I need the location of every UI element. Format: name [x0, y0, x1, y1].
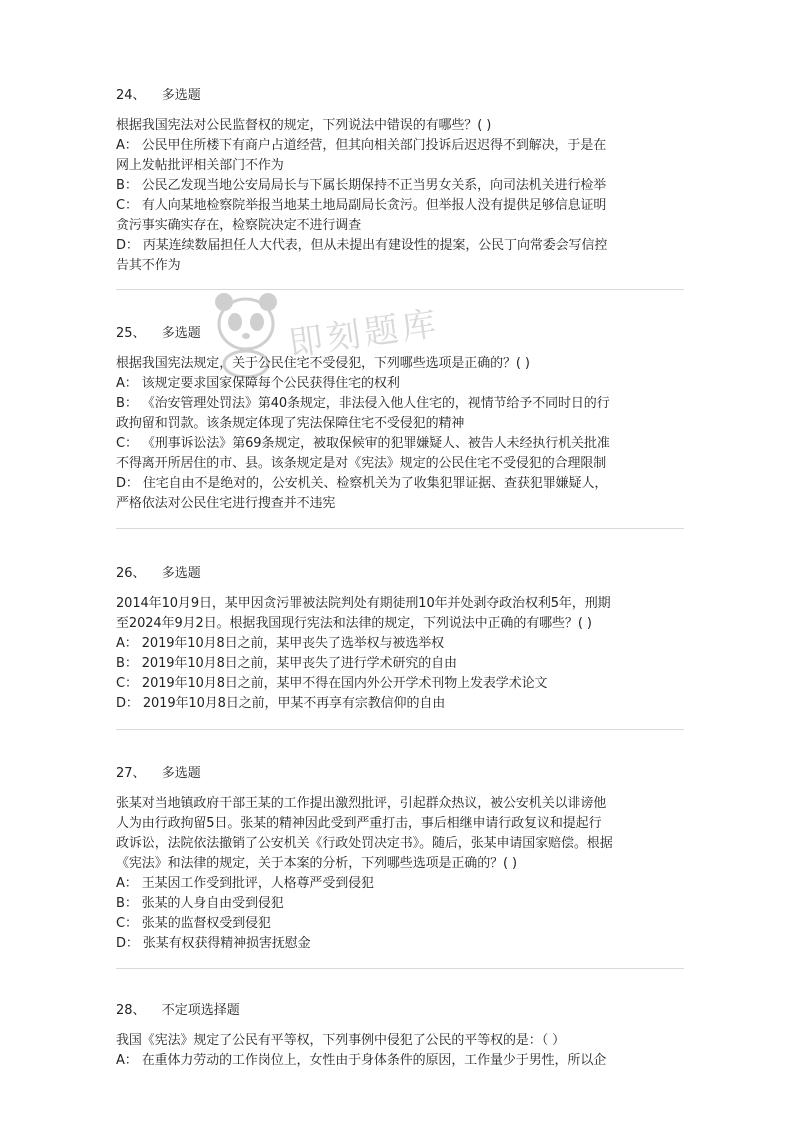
question-number: 27、: [116, 766, 146, 781]
question-divider: [116, 528, 684, 529]
question-number: 24、: [116, 88, 146, 103]
question-header: [116, 564, 686, 584]
option-b-continued: 政拘留和罚款。该条规定体现了宪法保障住宅不受侵犯的精神: [116, 416, 465, 431]
watermark-text: 即刻题库: [286, 303, 443, 365]
option-d: D： 张某有权获得精神损害抚慰金: [116, 936, 311, 951]
option-c: C： 2019年10月8日之前，某甲不得在国内外公开学术刊物上发表学术论文: [116, 676, 548, 691]
option-a: A： 该规定要求国家保障每个公民获得住宅的权利: [116, 376, 400, 391]
option-a: A： 2019年10月8日之前，某甲丧失了选举权与被选举权: [116, 636, 445, 651]
question-25: [116, 324, 686, 514]
option-a: A： 王某因工作受到批评，人格尊严受到侵犯: [116, 876, 374, 891]
question-divider: [116, 289, 684, 290]
question-stem-continued: 至2024年9月2日。根据我国现行宪法和法律的规定，下列说法中正确的有哪些？( ): [116, 616, 592, 631]
option-d-continued: 告其不作为: [116, 258, 181, 273]
option-b: B： 张某的人身自由受到侵犯: [116, 896, 284, 911]
option-d: D： 丙某连续数届担任人大代表，但从未提出有建设性的提案，公民丁向常委会写信控: [116, 238, 608, 253]
question-number: 25、: [116, 326, 146, 341]
question-header: [116, 1001, 686, 1021]
question-stem-continued: 《宪法》和法律的规定，关于本案的分析，下列哪些选项是正确的？( ): [116, 856, 517, 871]
question-28: [116, 1001, 686, 1071]
question-header: [116, 764, 686, 784]
question-stem-continued: 政诉讼，法院依法撤销了公安机关《行政处罚决定书》。随后，张某申请国家赔偿。根据: [116, 836, 613, 851]
question-stem: 根据我国宪法规定，关于公民住宅不受侵犯，下列哪些选项是正确的？( ): [116, 356, 530, 371]
question-type: 多选题: [161, 88, 201, 103]
option-a-continued: 网上发帖批评相关部门不作为: [116, 158, 284, 173]
question-stem-continued: 人为由行政拘留5日。张某的精神因此受到严重打击，事后相继申请行政复议和提起行: [116, 816, 602, 831]
option-b: B： 《治安管理处罚法》第40条规定，非法侵入他人住宅的，视情节给予不同时日的行: [116, 396, 610, 411]
option-c-continued: 不得离开所居住的市、县。该条规定是对《宪法》规定的公民住宅不受侵犯的合理限制: [116, 456, 607, 471]
question-stem: 根据我国宪法对公民监督权的规定，下列说法中错误的有哪些？( ): [116, 118, 492, 133]
question-number: 28、: [116, 1003, 146, 1018]
option-c: C： 有人向某地检察院举报当地某土地局副局长贪污。但举报人没有提供足够信息证明: [116, 198, 607, 213]
question-header: [116, 86, 686, 106]
option-c: C： 《刑事诉讼法》第69条规定，被取保候审的犯罪嫌疑人、被告人未经执行机关批准: [116, 436, 610, 451]
question-stem: 我国《宪法》规定了公民有平等权，下列事例中侵犯了公民的平等权的是：（ ）: [116, 1033, 566, 1048]
question-type: 多选题: [161, 766, 201, 781]
question-type: 不定项选择题: [161, 1003, 240, 1018]
question-divider: [116, 729, 684, 730]
question-header: [116, 324, 686, 344]
question-24: [116, 86, 686, 276]
option-a: A： 公民甲住所楼下有商户占道经营，但其向相关部门投诉后迟迟得不到解决，于是在: [116, 138, 607, 153]
option-d-continued: 严格依法对公民住宅进行搜查并不违宪: [116, 496, 336, 511]
option-c-continued: 贪污事实确实存在，检察院决定不进行调查: [116, 218, 362, 233]
question-stem: 张某对当地镇政府干部王某的工作提出激烈批评，引起群众热议，被公安机关以诽谤他: [116, 796, 607, 811]
question-type: 多选题: [161, 566, 201, 581]
question-stem: 2014年10月9日，某甲因贪污罪被法院判处有期徒刑10年并处剥夺政治权利5年，刑期: [116, 596, 611, 611]
option-b: B： 2019年10月8日之前，某甲丧失了进行学术研究的自由: [116, 656, 457, 671]
option-d: D： 住宅自由不是绝对的，公安机关、检察机关为了收集犯罪证据、查获犯罪嫌疑人，: [116, 476, 608, 491]
option-a: A： 在重体力劳动的工作岗位上，女性由于身体条件的原因，工作量少于男性，所以企: [116, 1053, 607, 1068]
question-26: [116, 564, 686, 714]
option-d: D： 2019年10月8日之前，甲某不再享有宗教信仰的自由: [116, 696, 446, 711]
question-number: 26、: [116, 566, 146, 581]
question-divider: [116, 968, 684, 969]
option-c: C： 张某的监督权受到侵犯: [116, 916, 271, 931]
question-type: 多选题: [161, 326, 201, 341]
question-27: [116, 764, 686, 954]
option-b: B： 公民乙发现当地公安局局长与下属长期保持不正当男女关系，向司法机关进行检举: [116, 178, 607, 193]
